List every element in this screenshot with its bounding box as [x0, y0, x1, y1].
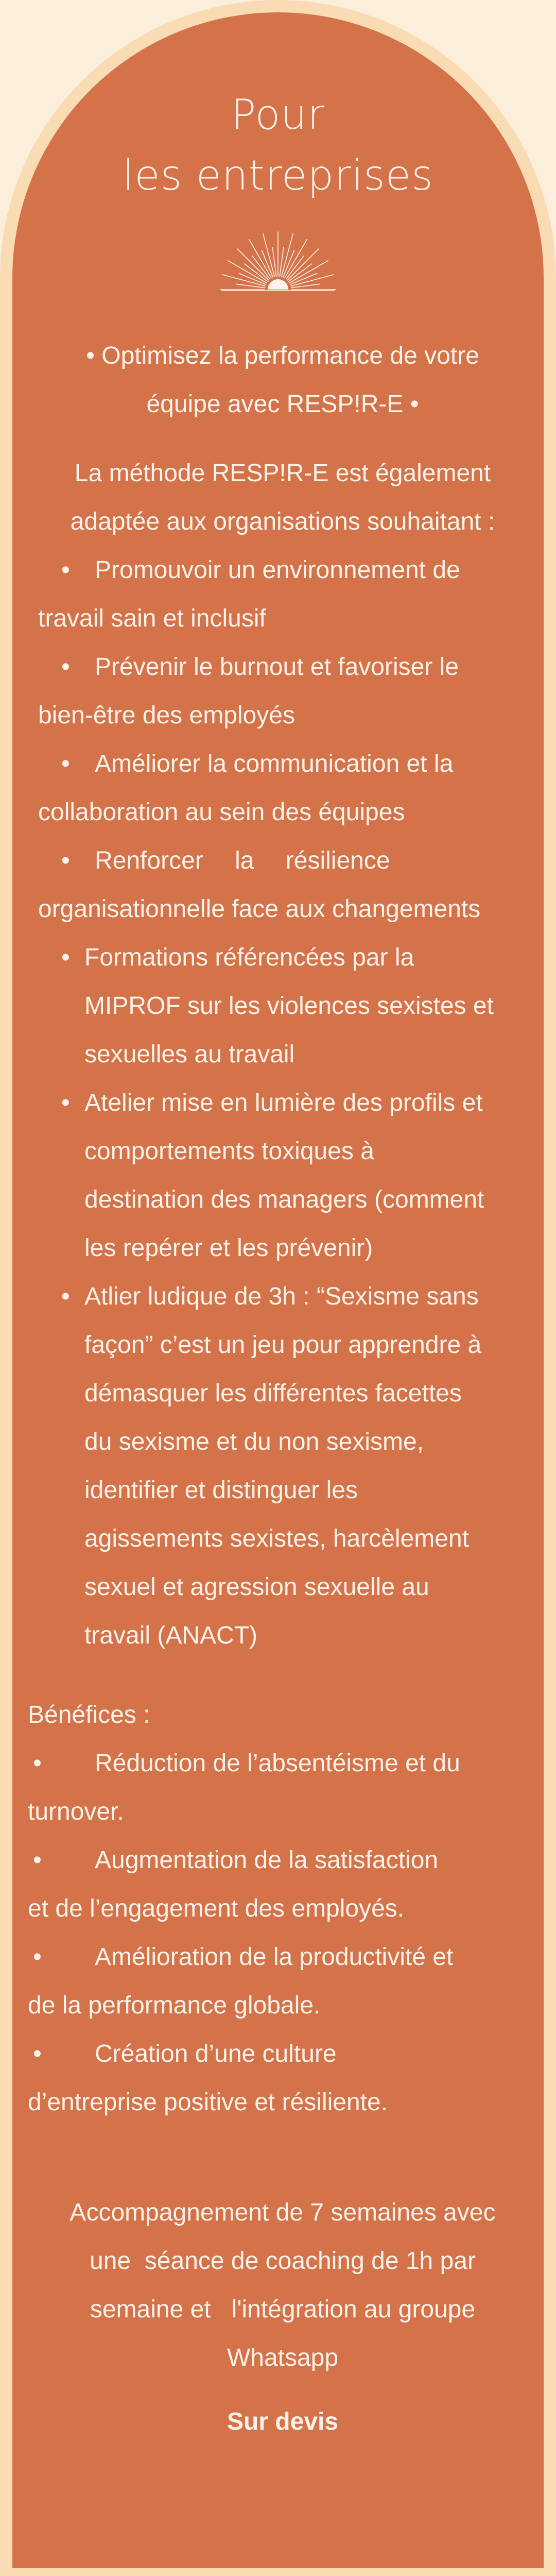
benefit-text: Réduction de l’absentéisme et du: [95, 1750, 460, 1777]
offer-item: [84, 1079, 537, 1273]
sunburst-icon-graphic: [216, 229, 340, 296]
benefit-line-2: et de l’engagement des employés.: [28, 1895, 405, 1922]
objective-line-1: [28, 643, 537, 691]
sunburst-icon: [12, 229, 544, 296]
benefit-line-2: turnover.: [28, 1798, 124, 1825]
sun-ray: [282, 234, 293, 277]
objective-text: Promouvoir un environnement de: [95, 556, 460, 584]
benefit-item: [28, 2030, 537, 2127]
offer-line: du sexisme et du non sexisme,: [84, 1428, 424, 1455]
objective-line-1: [28, 740, 537, 788]
sun-ray: [222, 275, 265, 286]
page-title: [12, 84, 544, 206]
benefit-item: [28, 1739, 537, 1836]
offer-line: façon” c’est un jeu pour apprendre à: [84, 1331, 482, 1359]
offer-line: identifier et distinguer les: [84, 1477, 358, 1504]
objective-text: Renforcer la résilience: [95, 847, 390, 874]
objective-line-2: collaboration au sein des équipes: [38, 799, 405, 826]
objective-line-2: organisationnelle face aux changements: [38, 895, 481, 923]
objective-item: [28, 546, 537, 643]
tagline-line-2: équipe avec RESP!R-E •: [146, 391, 419, 418]
support-line-1: Accompagnement de 7 semaines avec: [70, 2199, 496, 2226]
support-text: [28, 2189, 537, 2382]
bullet-marker: •: [33, 1943, 42, 1971]
offer-line: travail (ANACT): [84, 1622, 258, 1649]
benefit-line-2: d’entreprise positive et résiliente.: [28, 2089, 388, 2116]
benefit-line-1: [28, 1933, 537, 1981]
benefits-title: Bénéfices :: [28, 1701, 150, 1728]
title-line-2: les entreprises: [123, 151, 433, 199]
objective-item: [28, 643, 537, 740]
offer-line: • Atelier mise en lumière des profils et: [84, 1089, 483, 1116]
offer-line: agissements sexistes, harcèlement: [84, 1525, 469, 1552]
sun-ray: [263, 234, 274, 277]
objective-line-2: bien-être des employés: [38, 702, 295, 729]
bullet-marker: •: [61, 653, 70, 681]
offer-line: MIPROF sur les violences sexistes et: [84, 992, 494, 1020]
bullet-marker: •: [33, 2040, 42, 2067]
bullet-marker: •: [33, 1846, 42, 1874]
offer-line: démasquer les différentes facettes: [84, 1380, 462, 1407]
offer-line: comportements toxiques à: [84, 1138, 374, 1165]
lead-line-1: La méthode RESP!R-E est également: [74, 460, 491, 487]
benefit-text: Amélioration de la productivité et: [95, 1943, 454, 1971]
benefit-text: Création d’une culture: [95, 2040, 337, 2067]
tagline: [28, 332, 537, 429]
benefit-text: Augmentation de la satisfaction: [95, 1846, 439, 1874]
pricing-label: Sur devis: [227, 2408, 339, 2435]
objectives-list: [28, 546, 537, 934]
bullet-marker: •: [61, 847, 70, 874]
objective-item: [28, 837, 537, 934]
spacer: [28, 429, 537, 449]
offer-item: [84, 1273, 537, 1660]
benefit-line-1: [28, 1836, 537, 1885]
support-line-4: Whatsapp: [227, 2344, 339, 2371]
objective-text: Améliorer la communication et la: [95, 750, 454, 777]
bullet-marker: •: [61, 556, 70, 584]
objective-line-2: travail sain et inclusif: [38, 605, 266, 632]
lead-text: [28, 449, 537, 546]
bullet-marker: •: [33, 1750, 42, 1777]
support-line-3: semaine et l'intégration au groupe: [90, 2296, 476, 2323]
offers-list: [28, 934, 537, 1660]
offer-line: destination des managers (comment: [84, 1186, 484, 1213]
sun-ray: [291, 275, 334, 286]
offer-item: [84, 934, 537, 1079]
lead-line-2: adaptée aux organisations souhaitant :: [70, 508, 495, 535]
offer-line: sexuelles au travail: [84, 1041, 295, 1068]
spacer: [28, 2127, 537, 2189]
objective-text: Prévenir le burnout et favoriser le: [95, 653, 459, 681]
title-line-1: Pour: [231, 91, 325, 139]
offer-line: • Atlier ludique de 3h : “Sexisme sans: [84, 1283, 479, 1310]
main-content: [28, 332, 537, 2446]
offer-line: les repérer et les prévenir): [84, 1234, 373, 1262]
arch-panel: [12, 12, 544, 2568]
offer-line: • Formations référencées par la: [84, 944, 414, 971]
objective-line-1: [28, 546, 537, 595]
benefit-item: [28, 1836, 537, 1933]
bullet-marker: •: [61, 750, 70, 777]
objective-line-1: [28, 837, 537, 885]
objective-item: [28, 740, 537, 837]
tagline-line-1: • Optimisez la performance de votre: [86, 342, 479, 369]
benefits-list: [28, 1739, 537, 2127]
benefit-line-2: de la performance globale.: [28, 1992, 321, 2019]
benefit-item: [28, 1933, 537, 2030]
support-line-2: une séance de coaching de 1h par: [90, 2247, 476, 2275]
benefit-line-1: [28, 2030, 537, 2078]
spacer: [28, 1660, 537, 1691]
benefit-line-1: [28, 1739, 537, 1788]
offer-line: sexuel et agression sexuelle au: [84, 1573, 429, 1601]
sun-core: [268, 279, 288, 290]
